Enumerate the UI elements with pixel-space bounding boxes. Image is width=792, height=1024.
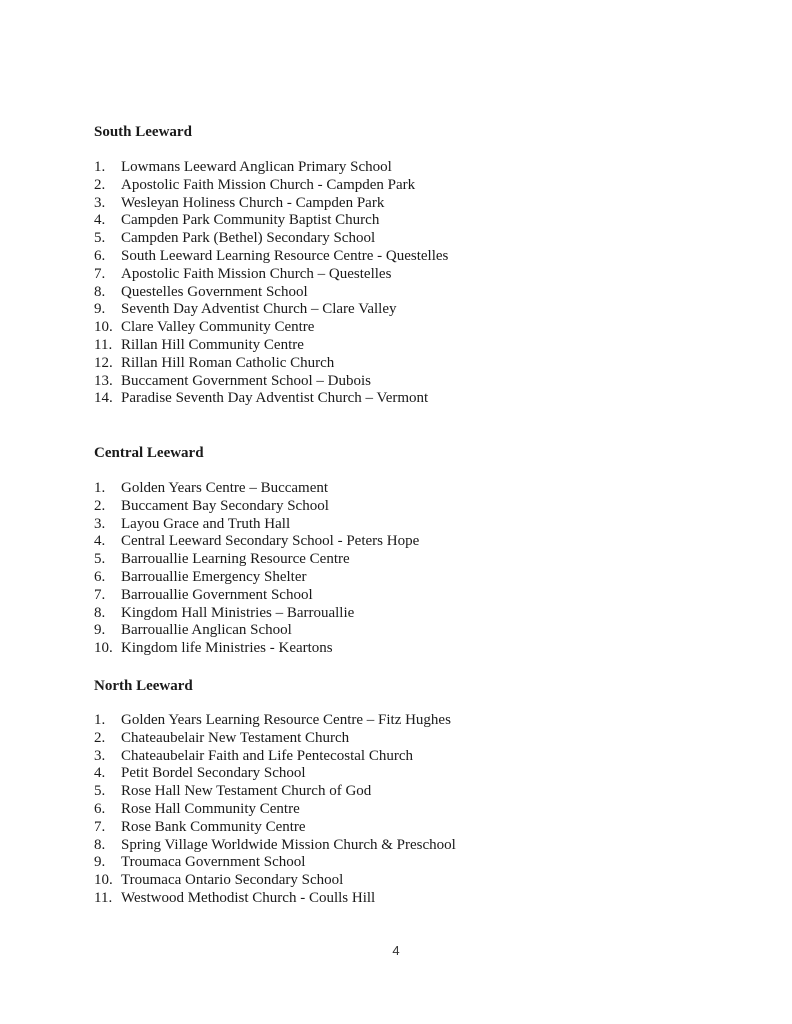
item-text: Buccament Government School – Dubois [121,372,371,389]
list-item [94,480,419,498]
item-number: 8. [94,283,106,300]
item-text: Barrouallie Government School [121,586,313,603]
list-item [94,890,456,908]
item-number: 9. [94,622,106,639]
list-item [94,551,419,569]
item-number: 5. [94,230,106,247]
item-number: 9. [94,854,106,871]
list-item [94,230,448,248]
item-text: Rillan Hill Roman Catholic Church [121,354,335,371]
section-central-leeward [94,444,714,657]
section-title: North Leeward [94,678,193,694]
list-item [94,730,456,748]
item-text: Westwood Methodist Church - Coulls Hill [121,889,376,906]
item-text: Campden Park (Bethel) Secondary School [121,230,376,247]
item-number: 6. [94,247,106,264]
item-number: 8. [94,836,106,853]
section-title: South Leeward [94,124,192,140]
list-item [94,319,448,337]
list-item [94,587,419,605]
item-number: 1. [94,480,106,496]
item-number: 9. [94,301,106,318]
list-item [94,765,456,783]
item-number: 2. [94,729,106,746]
list-item [94,837,456,855]
item-number: 11. [94,336,113,353]
item-text: Kingdom life Ministries - Keartons [121,640,333,657]
item-number: 6. [94,568,106,585]
shelter-list [94,480,419,658]
item-text: Wesleyan Holiness Church - Campden Park [121,194,385,211]
item-text: Clare Valley Community Centre [121,319,315,336]
item-number: 5. [94,783,106,800]
item-text: South Leeward Learning Resource Centre - Questelles [121,247,449,264]
list-item [94,498,419,516]
list-item [94,712,456,730]
item-number: 1. [94,159,106,175]
page-number: 4 [392,943,400,958]
item-text: Rose Hall New Testament Church of God [121,783,372,800]
item-text: Layou Grace and Truth Hall [121,515,291,532]
item-text: Spring Village Worldwide Mission Church & Preschool [121,836,456,853]
item-number: 7. [94,586,106,603]
item-number: 10. [94,872,113,889]
shelter-list [94,159,448,408]
list-item [94,373,448,391]
item-text: Troumaca Ontario Secondary School [121,872,344,889]
item-text: Kingdom Hall Ministries – Barrouallie [121,604,355,621]
item-text: Barrouallie Learning Resource Centre [121,551,350,568]
item-number: 11. [94,889,113,906]
item-number: 12. [94,354,113,371]
list-item [94,872,456,890]
item-number: 8. [94,604,106,621]
item-number: 3. [94,747,106,764]
list-item [94,748,456,766]
item-text: Barrouallie Emergency Shelter [121,568,307,585]
item-number: 3. [94,515,106,532]
item-number: 4. [94,765,106,782]
item-number: 7. [94,265,106,282]
list-item [94,819,456,837]
item-number: 1. [94,712,106,728]
list-item [94,783,456,801]
item-number: 2. [94,497,106,514]
list-item [94,266,448,284]
list-item [94,640,419,658]
item-text: Chateaubelair Faith and Life Pentecostal Church [121,747,413,764]
list-item [94,390,448,408]
list-item [94,301,448,319]
item-text: Chateaubelair New Testament Church [121,729,350,746]
item-text: Apostolic Faith Mission Church - Campden Park [121,176,416,193]
item-text: Rose Hall Community Centre [121,800,300,817]
shelter-list [94,712,456,908]
list-item [94,284,448,302]
item-number: 4. [94,212,106,229]
list-item [94,355,448,373]
list-item [94,516,419,534]
item-number: 3. [94,194,106,211]
item-text: Golden Years Centre – Buccament [121,480,329,496]
item-text: Golden Years Learning Resource Centre – Fitz Hughes [121,712,451,728]
list-item [94,177,448,195]
list-item [94,337,448,355]
list-item [94,622,419,640]
item-text: Central Leeward Secondary School - Peters Hope [121,533,420,550]
item-text: Petit Bordel Secondary School [121,765,306,782]
item-number: 5. [94,551,106,568]
item-number: 10. [94,640,113,657]
section-title: Central Leeward [94,445,204,461]
item-text: Buccament Bay Secondary School [121,497,329,514]
item-text: Rillan Hill Community Centre [121,336,304,353]
section-north-leeward [94,677,714,906]
item-text: Troumaca Government School [121,854,306,871]
item-text: Rose Bank Community Centre [121,818,306,835]
item-number: 14. [94,390,113,407]
list-item [94,212,448,230]
list-item [94,854,456,872]
list-item [94,801,456,819]
item-number: 13. [94,372,113,389]
list-item [94,195,448,213]
item-number: 6. [94,800,106,817]
section-south-leeward [94,123,714,407]
item-text: Apostolic Faith Mission Church – Questelles [121,265,392,282]
item-number: 7. [94,818,106,835]
item-text: Paradise Seventh Day Adventist Church – Vermont [121,390,429,407]
item-text: Campden Park Community Baptist Church [121,212,380,229]
item-number: 2. [94,176,106,193]
list-item [94,248,448,266]
item-text: Seventh Day Adventist Church – Clare Valley [121,301,397,318]
item-text: Barrouallie Anglican School [121,622,292,639]
item-number: 4. [94,533,106,550]
list-item [94,159,448,177]
item-number: 10. [94,319,113,336]
item-text: Questelles Government School [121,283,308,300]
list-item [94,569,419,587]
list-item [94,533,419,551]
list-item [94,605,419,623]
item-text: Lowmans Leeward Anglican Primary School [121,159,392,175]
